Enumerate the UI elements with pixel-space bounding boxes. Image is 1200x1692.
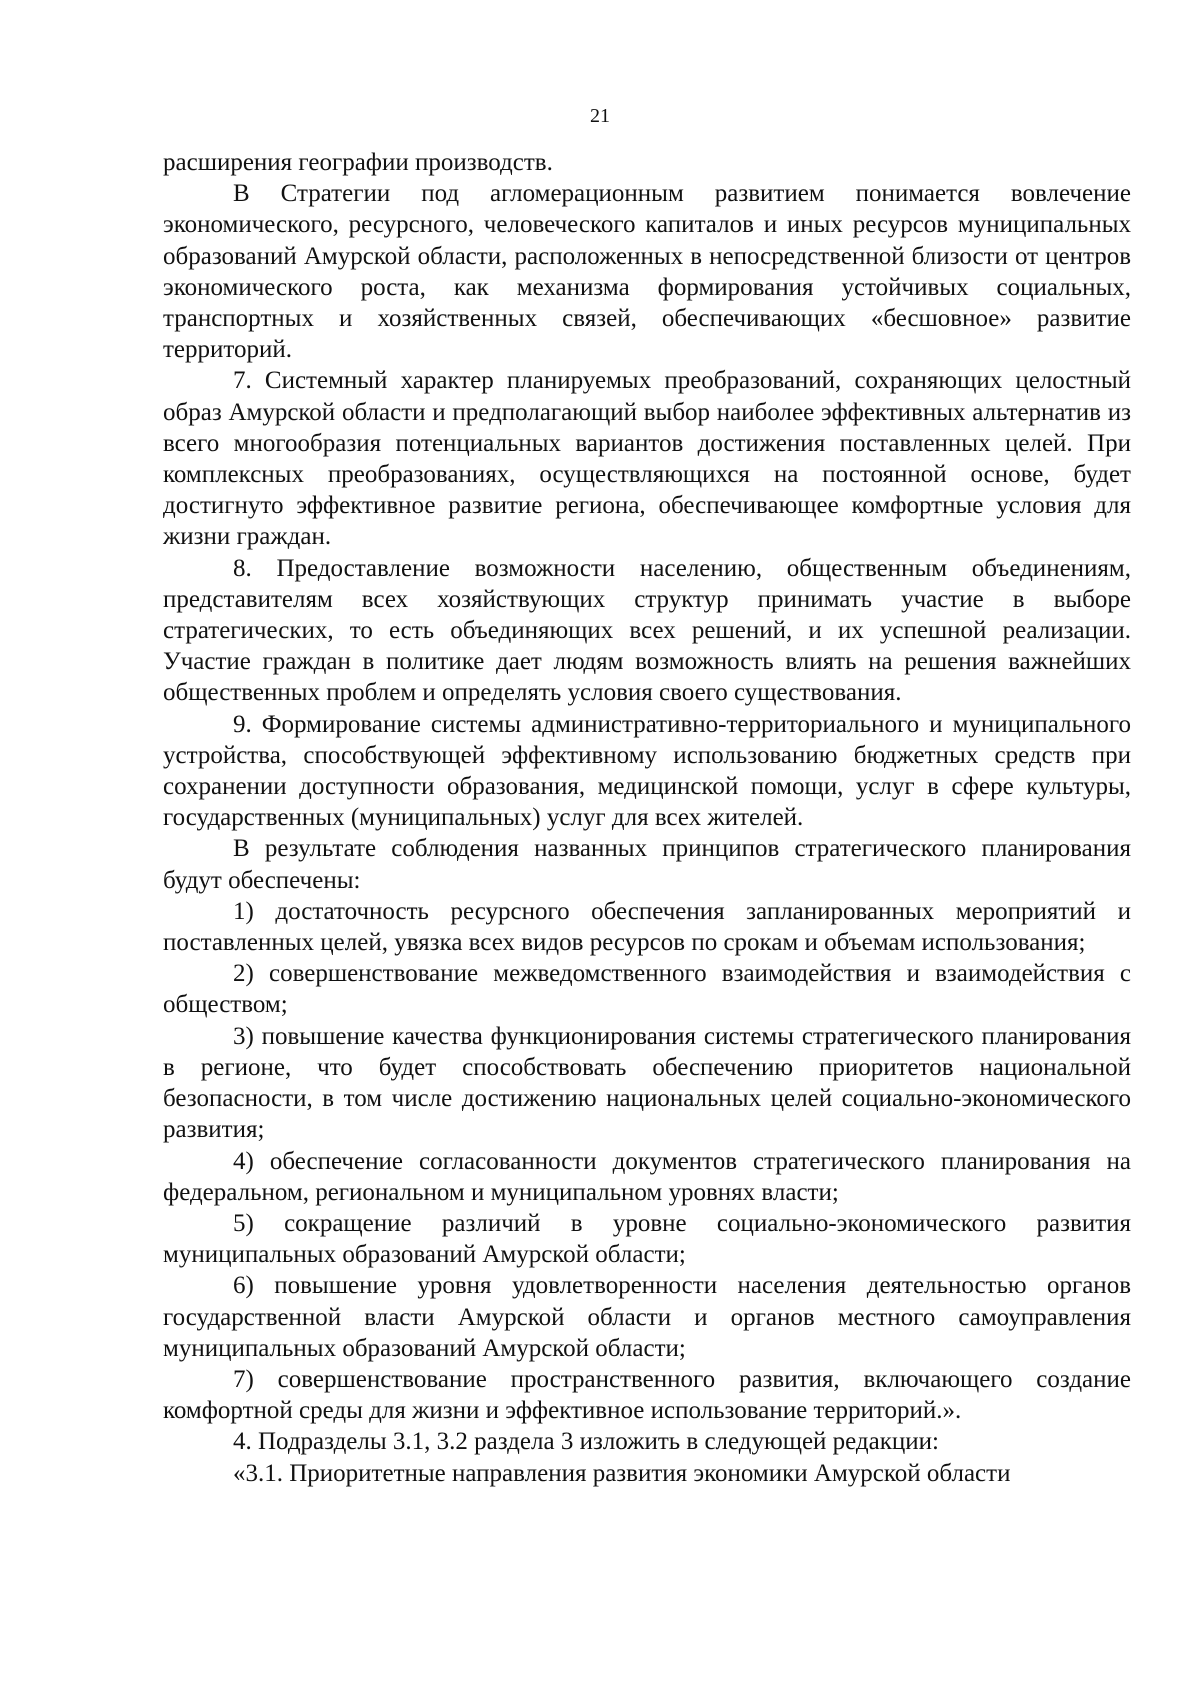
- document-body: [163, 147, 1131, 1489]
- section-heading-3-1: «3.1. Приоритетные направления развития экономики Амурской области: [233, 1459, 1011, 1487]
- list-item-6: 6) повышение уровня удовлетворенности населения деятельностью органов государственной власти Амурской области и органов местного самоуправления муниципальных образований Амурской области;: [163, 1272, 1131, 1362]
- paragraph-subsections-instruction: 4. Подразделы 3.1, 3.2 раздела 3 изложить в следующей редакции:: [233, 1428, 939, 1456]
- list-item-2: 2) совершенствование межведомственного взаимодействия и взаимодействия с обществом;: [163, 960, 1131, 1019]
- paragraph-continuation: расширения географии производств.: [163, 149, 553, 176]
- paragraph-principle-9: 9. Формирование системы административно-территориального и муниципального устройства, способствующей эффективному использованию бюджетных средств при сохранении доступности образования, медицинской помощи, услуг в сфере культуры, государственных (муниципальных) услуг для всех жителей.: [163, 710, 1131, 832]
- paragraph-results-intro: В результате соблюдения названных принципов стратегического планирования будут обеспечены:: [163, 835, 1131, 894]
- list-item-3: 3) повышение качества функционирования системы стратегического планирования в регионе, что будет способствовать обеспечению приоритетов национальной безопасности, в том числе достижению национальных целей социально-экономического развития;: [163, 1022, 1131, 1144]
- list-item-4: 4) обеспечение согласованности документов стратегического планирования на федеральном, региональном и муниципальном уровнях власти;: [163, 1147, 1131, 1206]
- list-item-1: 1) достаточность ресурсного обеспечения запланированных мероприятий и поставленных целей, увязка всех видов ресурсов по срокам и объемам использования;: [163, 897, 1131, 957]
- list-item-5: 5) сокращение различий в уровне социально-экономического развития муниципальных образований Амурской области;: [163, 1209, 1131, 1269]
- paragraph-principle-8: 8. Предоставление возможности населению, общественным объединениям, представителям всех хозяйствующих структур принимать участие в выборе стратегических, то есть объединяющих всех решений, и их успешной реализации. Участие граждан в политике дает людям возможность влиять на решения важнейших общественных проблем и определять условия своего существования.: [163, 554, 1131, 707]
- paragraph-principle-7: 7. Системный характер планируемых преобразований, сохраняющих целостный образ Амурской области и предполагающий выбор наиболее эффективных альтернатив из всего многообразия потенциальных вариантов достижения поставленных целей. При комплексных преобразованиях, осуществляющихся на постоянной основе, будет достигнуто эффективное развитие региона, обеспечивающее комфортные условия для жизни граждан.: [163, 367, 1131, 551]
- list-item-7: 7) совершенствование пространственного развития, включающего создание комфортной среды для жизни и эффективное использование территорий.».: [163, 1365, 1131, 1425]
- paragraph-agglomeration: В Стратегии под агломерационным развитием понимается вовлечение экономического, ресурсного, человеческого капиталов и иных ресурсов муниципальных образований Амурской области, расположенных в непосредственной близости от центров экономического роста, как механизма формирования устойчивых социальных, транспортных и хозяйственных связей, обеспечивающих «бесшовное» развитие территорий.: [163, 180, 1131, 364]
- page-number: 21: [590, 105, 610, 127]
